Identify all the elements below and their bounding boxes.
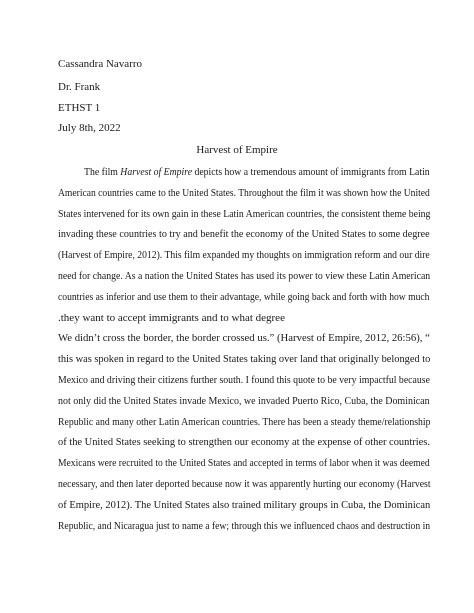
body-line — [58, 186, 430, 200]
body-line-text: States intervened for its own gain in these Latin American countries, the consistent theme being — [58, 207, 431, 220]
course-name: ETHST 1 — [58, 102, 101, 114]
body-line — [84, 165, 430, 179]
body-line-text: invading these countries to try and benefit the economy of the United States to some degree — [58, 228, 430, 241]
body-line — [58, 207, 430, 221]
body-line-text: countries as inferior and use them to their advantage, while going back and forth with how much — [58, 290, 430, 303]
body-line-text: Mexico and driving their citizens further south. I found this quote to be very impactful because — [58, 374, 430, 386]
body-line — [58, 456, 430, 470]
body-line-text: this was spoken in regard to the United States taking over land that originally belonged to — [58, 353, 431, 366]
body-line — [58, 227, 430, 241]
body-line-text: necessary, and then later deported because now it was apparently hurting our economy (Harvest — [58, 478, 431, 490]
body-line — [58, 394, 430, 408]
instructor-name: Dr. Frank — [58, 81, 101, 93]
body-line-text: Mexicans were recruited to the United States and accepted in terms of labor when it was deemed — [58, 457, 430, 470]
date-line: July 8th, 2022 — [58, 122, 121, 134]
body-line — [58, 435, 430, 449]
body-line-text: Republic and many other Latin American countries. There has been a steady theme/relationship — [58, 415, 431, 428]
body-line-text: .they want to accept immigrants and to what degree — [58, 311, 285, 324]
body-line — [58, 331, 430, 345]
body-line-text: depicts how a tremendous amount of immigrants from Latin — [192, 166, 430, 178]
body-line — [58, 373, 430, 387]
body-line — [58, 477, 431, 491]
body-line-text: of the United States seeking to strengthen our economy at the expense of other countries. — [58, 436, 430, 449]
body-line — [58, 290, 429, 304]
body-line — [58, 269, 430, 283]
author-name: Cassandra Navarro — [58, 58, 142, 70]
body-line-text: of Empire, 2012). The United States also trained military groups in Cuba, the Dominican — [58, 498, 431, 511]
body-line — [58, 519, 430, 533]
body-line — [58, 352, 430, 366]
body-line-text: We didn’t cross the border, the border crossed us.” (Harvest of Empire, 2012, 26:56), “ — [58, 332, 430, 345]
body-line-text: Republic, and Nicaragua just to name a few; through this we influenced chaos and destruction in — [58, 519, 431, 532]
body-line-text: (Harvest of Empire, 2012). This film expanded my thoughts on immigration reform and our dire — [58, 249, 430, 262]
essay-title: Harvest of Empire — [196, 144, 278, 156]
body-line — [58, 311, 285, 325]
body-line-text: American countries came to the United States. Throughout the film it was shown how the United — [58, 186, 430, 199]
film-title-italic: Harvest of Empire — [120, 166, 193, 178]
body-line-text: The film — [84, 166, 121, 178]
body-line-text: need for change. As a nation the United States has used its power to view these Latin American — [58, 270, 431, 282]
body-line — [58, 498, 430, 512]
body-line — [58, 415, 430, 429]
body-line-text: not only did the United States invade Mexico, we invaded Puerto Rico, Cuba, the Dominican — [58, 394, 430, 407]
body-line — [58, 248, 430, 262]
